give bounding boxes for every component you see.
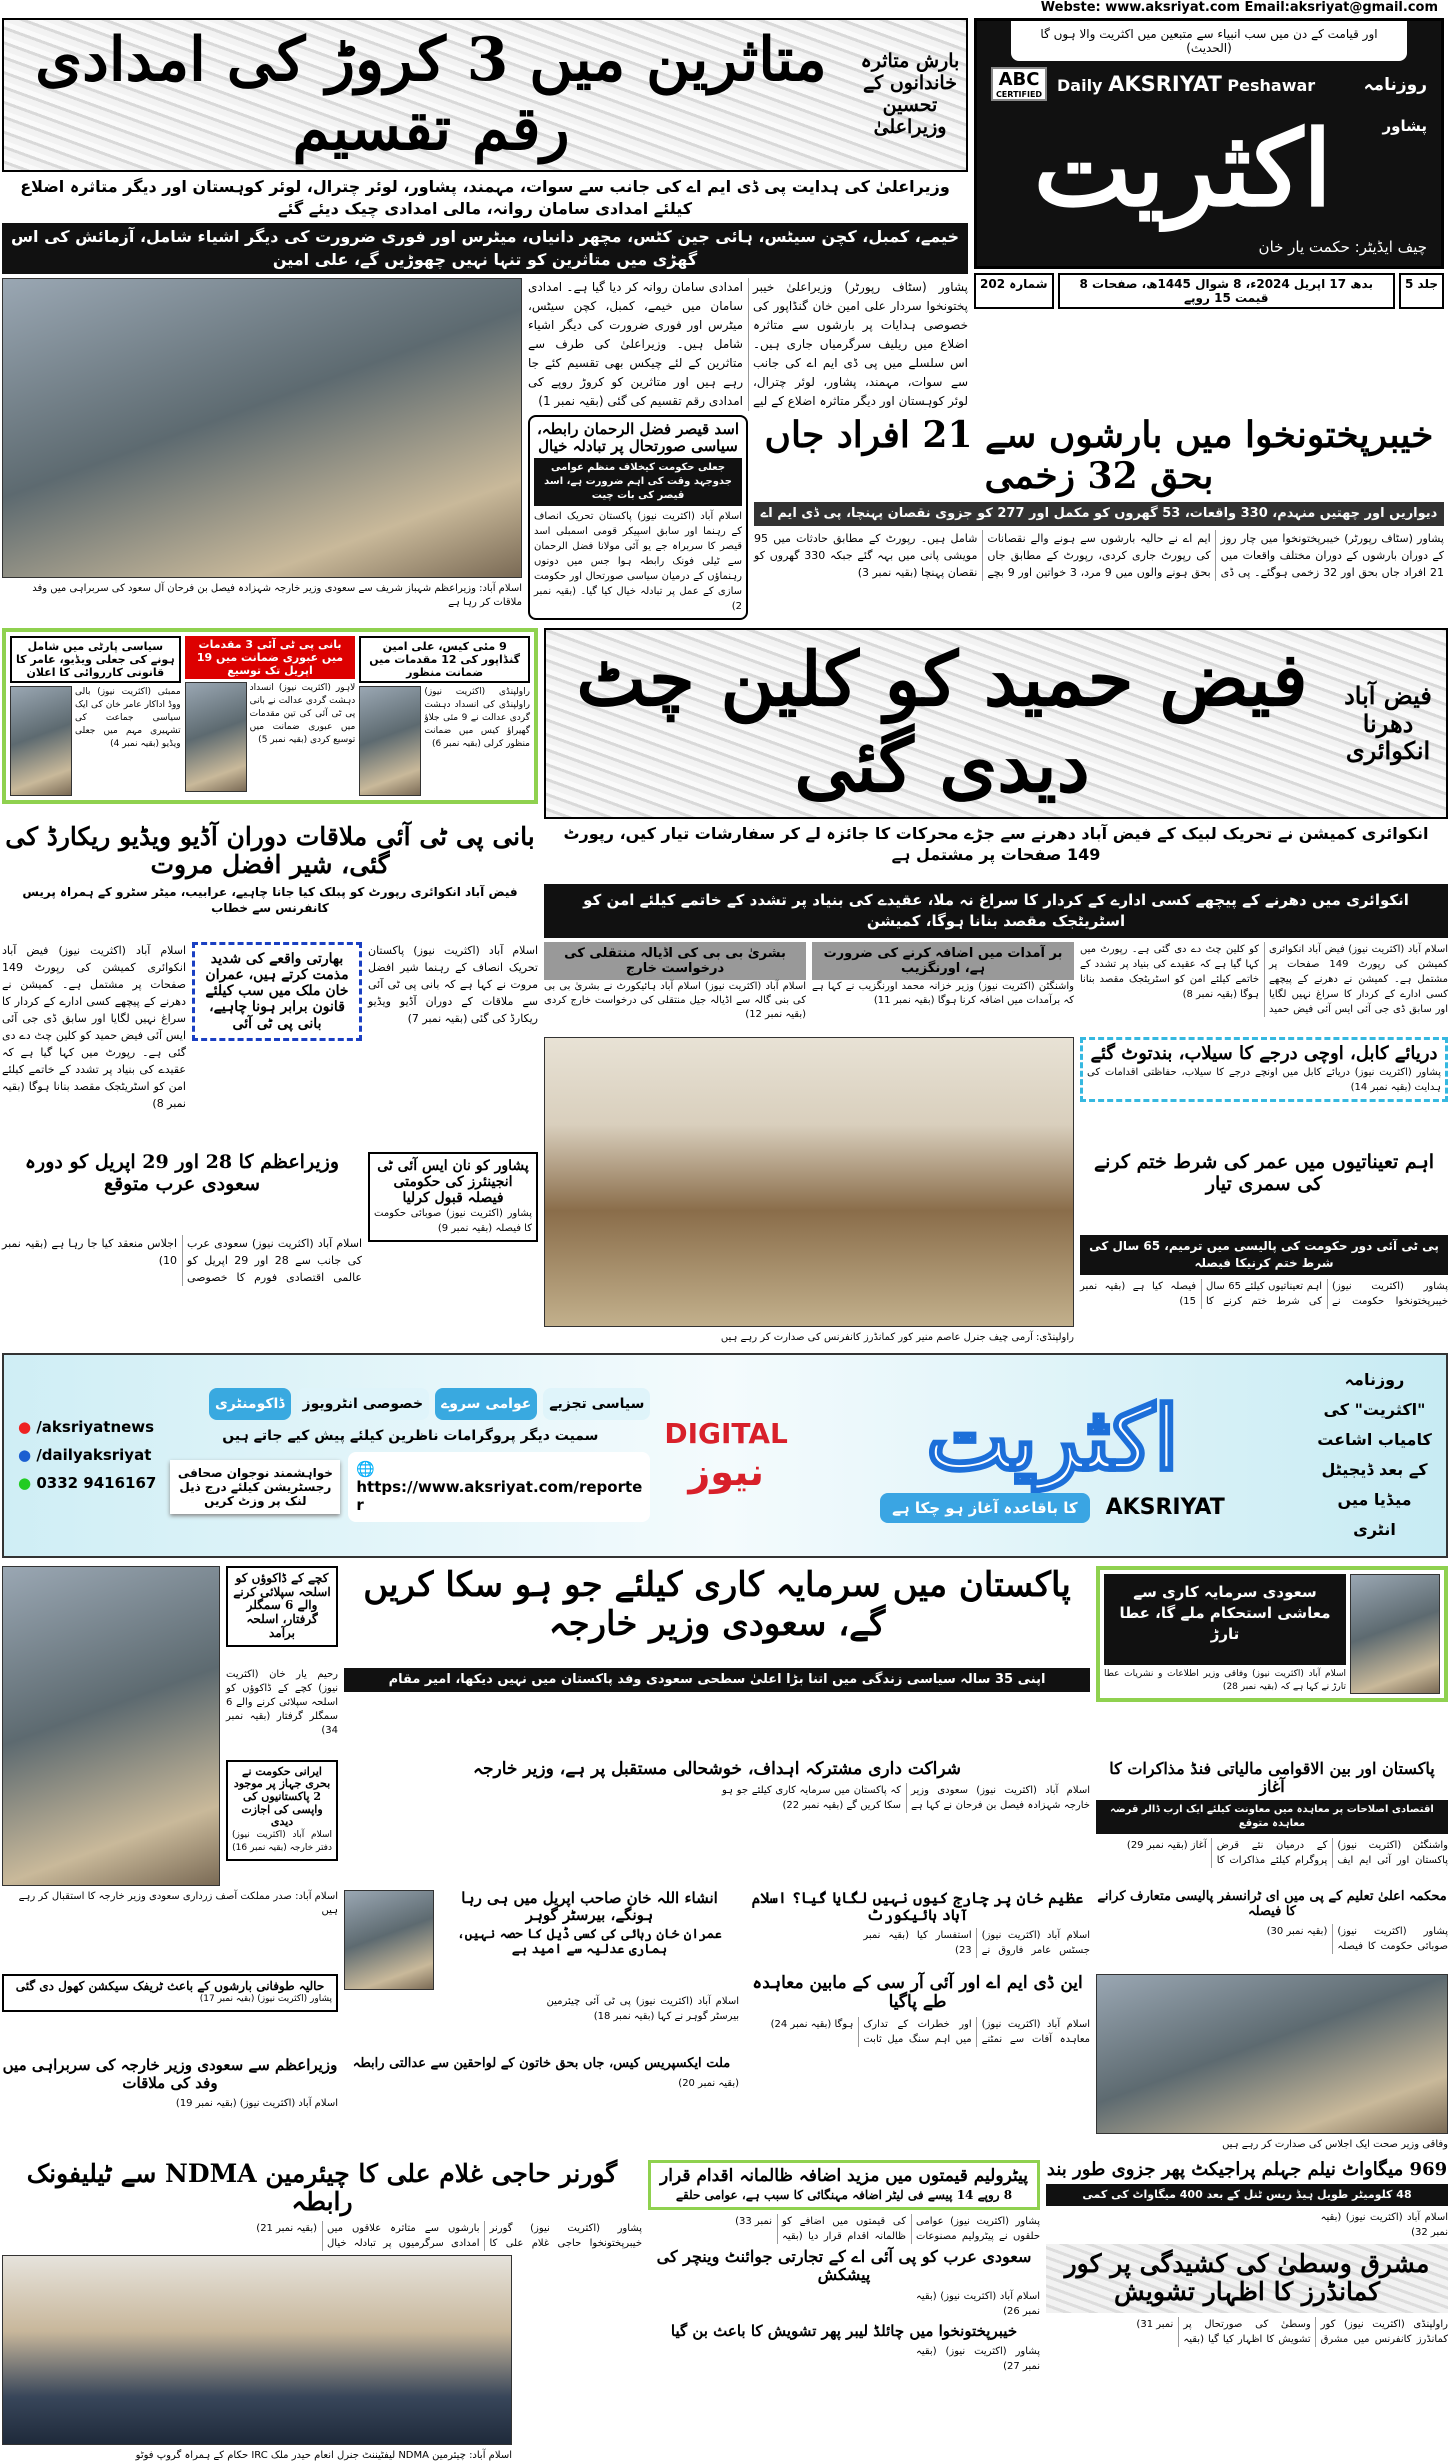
program-chips: سیاسی تجزیے عوامی سروے خصوصی انٹرویوز ڈاکومنٹری <box>170 1388 650 1420</box>
corps-commanders-photo <box>544 1037 1074 1327</box>
imf-headline: پاکستان اور بین الاقوامی مالیاتی فنڈ مذاکرات کا آغاز <box>1109 1758 1435 1796</box>
whatsapp-icon: ● <box>18 1474 32 1493</box>
ad-logo: اکثریت <box>926 1385 1179 1490</box>
edu-story <box>1096 1890 1448 1954</box>
army-photo-caption: راولپنڈی: آرمی چیف جنرل عاصم منیر کور کمانڈرز کانفرنس کی صدارت کر رہے ہیں <box>720 1331 1074 1343</box>
iran-story: ایرانی حکومت نے بحری جہاز پر موجود 2 پاکستانیوں کی واپسی کی اجازت دیدی اسلام آباد (اکثریت نیوز) دفتر خارجہ (بقیہ نمبر 16) <box>226 1760 338 1861</box>
age-story <box>1080 1235 1448 1309</box>
ndma-body: اسلام آباد (اکثریت نیوز) معاہدہ آفات سے نمٹنے اور خطرات کے تدارک میں اہم سنگ میل ثابت ہوگا (بقیہ نمبر 24) <box>770 2018 1090 2045</box>
petrol-column <box>648 2160 1040 2374</box>
army-photo-block <box>544 1037 1074 1345</box>
email-link[interactable]: Email:aksriyat@gmail.com <box>1244 0 1438 15</box>
lead-strap: خیمے، کمبل، کچن سیٹس، ہائی جین کٹس، مچھر دانیاں، میٹرس اور فوری ضرورت کی دیگر اشیاء شامل، آزمائش کی اس گھڑی میں متاثرین کو تنہا نہیں چھوڑیں گے، علی امین <box>2 223 968 274</box>
neelum-strap: 48 کلومیٹر طویل ہیڈ ریس ٹنل کے بعد 400 میگاواٹ کی کمی <box>1046 2184 1448 2205</box>
hadith: اور قیامت کے دن میں سب انبیاء سے متبعین میں اکثریت والا ہوں گا (الحدیث) <box>1011 21 1407 61</box>
launch-badge: کا باقاعدہ آغاز ہو چکا ہے <box>880 1493 1089 1523</box>
digital-news-ad <box>2 1353 1448 1558</box>
saudi2-body: اسلام آباد (اکثریت نیوز) (بقیہ نمبر 26) <box>916 2290 1040 2317</box>
meeting-photo-block <box>1096 1974 1448 2152</box>
age-body: پشاور (اکثریت نیوز) خیبرپختونخوا حکومت نے اہم تعیناتیوں کیلئے 65 سال کی شرط ختم کرنے کا فیصلہ کیا ہے (بقیہ نمبر 15) <box>1080 1281 1448 1308</box>
atta-story: سعودی سرمایہ کاری سے معاشی استحکام ملے گا، عطا تارڑ اسلام آباد (اکثریت نیوز) وفاقی وزیر اطلاعات و نشریات عطا تارڑ نے کہا ہے کہ (بقیہ نمبر 28) <box>1096 1566 1448 1702</box>
lead-photo-block <box>2 278 522 610</box>
saudi-sub: شراکت داری مشترکہ اہداف، خوشحالی مستقبل پر ہے، وزیر خارجہ <box>473 1758 961 1779</box>
ali-amin-photo <box>359 686 421 796</box>
marwat-headline: بانی پی ٹی آئی ملاقات دوران آڈیو ویڈیو ریکارڈ کی گئی، شیر افضل مروت <box>5 821 535 880</box>
photo-caption: اسلام آباد: وزیراعظم شہباز شریف سے سعودی وزیر خارجہ شہزادہ فیصل بن فرحان آل سعود کی سربراہی میں وفد ملاقات کر رہا ہے <box>32 582 522 608</box>
marwat-body: اسلام آباد (اکثریت نیوز) پاکستان تحریک انصاف کے رہنما شیر افضل مروت نے کہا ہے کہ بانی پی ٹی آئی سے ملاقات کے دوران آڈیو ویڈیو ریکارڈ کی گئی (بقیہ نمبر 7) <box>368 944 538 1026</box>
bushra-story: بشریٰ بی بی کی اڈیالہ منتقلی کی درخواست خارج اسلام آباد (اکثریت نیوز) اسلام آباد ہائیکورٹ نے بشریٰ بی بی کی بنی گالہ سے اڈیالہ جیل منتقلی کی درخواست خارج کردی (بقیہ نمبر 12) <box>544 942 806 1022</box>
faiz-subheadline: انکوائری کمیشن نے تحریک لبیک کے فیض آباد دھرنے سے جڑے محرکات کا جائزہ لے کر سفارشات تیار کیں، رپورٹ 149 صفحات پر مشتمل ہے <box>563 823 1429 865</box>
rain-story <box>754 415 1444 581</box>
programs-text: سمیت دیگر پروگرامات ناظرین کیلئے پیش کیے جاتے ہیں <box>222 1428 599 1445</box>
express-headline: ملت ایکسپریس کیس، جاں بحق خاتون کے لواحقین سے عدالتی رابطہ <box>352 2056 731 2072</box>
faiz-headline: فیض حمید کو کلین چٹ دیدی گئی <box>576 637 1308 809</box>
lead-headline-banner <box>2 18 968 172</box>
ihc-story <box>745 1890 1090 1959</box>
asad-headline: اسد قیصر فضل الرحمان رابطہ، سیاسی صورتحال پر تبادلہ خیال <box>536 419 740 456</box>
saudi-body: اسلام آباد (اکثریت نیوز) سعودی وزیر خارجہ شہزادہ فیصل بن فرحان نے کہا ہے کہ پاکستان میں سرمایہ کاری کیلئے جو ہو سکا کریں گے (بقیہ نمبر 22) <box>722 1785 1090 1812</box>
ghulam-headline: گورنر حاجی غلام علی کا چیئرمین NDMA سے ٹیلیفونک رابطہ <box>26 2158 618 2217</box>
fo-headline: وزیراعظم سے سعودی وزیر خارجہ کی سربراہی میں وفد کی ملاقات <box>2 2056 338 2092</box>
pm-saudi-meeting-photo <box>2 278 522 578</box>
chief-editor: چیف ایڈیٹر: حکمت یار خان <box>1258 237 1427 256</box>
short-stories-box <box>2 628 538 804</box>
city-label: پشاور <box>1382 117 1427 135</box>
youtube-link[interactable]: ● /aksriyatnews <box>18 1418 155 1437</box>
faiz-kicker: فیض آباد دھرنا انکوائری <box>1344 681 1432 766</box>
register-note: خواہشمند نوجوان صحافی رجسٹریشن کیلئے درج ذیل لنک پر وزٹ کریں <box>170 1460 340 1514</box>
abc-certified-badge: ABC CERTIFIED <box>991 67 1047 101</box>
digital-label: DIGITAL <box>664 1416 788 1450</box>
marwat-strap: فیض آباد انکوائری رپورٹ کو پبلک کیا جانا چاہیے، عرابیب، میٹر سٹرو کے ہمراہ پریس کانفرنس سے خطاب <box>22 885 518 916</box>
express-body: (بقیہ نمبر 20) <box>678 2078 739 2090</box>
ihc-headline: عظیم خان پر چارج کیوں نہیں لگایا گیا؟ اسلام آباد ہائیکورٹ <box>751 1888 1084 1925</box>
rain-strap: دیواریں اور چھتیں منہدم، 330 واقعات، 53 گھروں کو مکمل اور 277 کو جزوی نقصان پہنچا، پی ڈی ایم اے <box>754 502 1444 526</box>
edu-body: پشاور (اکثریت نیوز) صوبائی حکومت کا فیصلہ (بقیہ نمبر 30) <box>1266 1925 1448 1952</box>
weather-story: حالیہ طوفانی بارشوں کے باعث ٹریفک سیکشن کھول دی گئی پشاور (اکثریت نیوز) (بقیہ نمبر 17) <box>2 1974 338 2013</box>
saudi-fm-photo <box>2 1566 220 1886</box>
meeting-caption: وفاقی وزیر صحت ایک اجلاس کی صدارت کر رہے ہیں <box>1222 2138 1448 2150</box>
neelum-headline: 969 میگاواٹ نیلم جہلم پراجیکٹ پھر جزوی طور بند <box>1046 2158 1448 2180</box>
imran-khan-photo <box>185 682 247 792</box>
ndma-story <box>745 1974 1090 2047</box>
logo: اکثریت <box>1033 107 1332 230</box>
short-story: سیاسی پارٹی میں شامل ہونے کی جعلی ویڈیو، عامر کا قانونی کارروائی کا اعلان ممبئی (اکثریت نیوز) بالی ووڈ اداکار عامر خان کی ایک سیاسی جماعت کی تشہیری مہم میں جعلی ویڈیو (بقیہ نمبر 4) <box>10 636 181 796</box>
faiz-headline-banner <box>544 628 1448 818</box>
pm-saudi-visit-body: اسلام آباد (اکثریت نیوز) سعودی عرب کی جانب سے 28 اور 29 اپریل کو عالمی اقتصادی فورم کا خصوصی اجلاس منعقد کیا جا رہا ہے (بقیہ نمبر 10) <box>2 1237 362 1285</box>
social-links <box>18 1413 156 1497</box>
english-title: Daily AKSRIYAT Peshawar <box>1057 72 1316 96</box>
budget-story: بر آمدات میں اضافہ کرنے کی ضرورت ہے، اورنگزیب واشنگٹن (اکثریت نیوز) وزیر خزانہ محمد اورنگزیب نے کہا ہے کہ برآمدات میں اضافہ کرنا ہوگا (بقیہ نمبر 11) <box>812 942 1074 1008</box>
mideast-headline: مشرق وسطیٰ کی کشیدگی پر کور کمانڈرز کا اظہار تشویش <box>1046 2244 1448 2314</box>
imf-strap: اقتصادی اصلاحات پر معاہدہ میں معاونت کیلئے ایک ارب ڈالر قرضہ معاہدہ متوقع <box>1096 1800 1448 1834</box>
section-saudi <box>0 1566 1450 2152</box>
neelum-column <box>1046 2160 1448 2348</box>
reporter-link[interactable]: 🌐 https://www.aksriyat.com/reporter <box>348 1452 650 1522</box>
globe-icon: 🌐 <box>356 1460 376 1479</box>
dacoits-body: رحیم یار خان (اکثریت نیوز) کچے کے ڈاکوؤں کو اسلحہ سپلائی کرنے والے 6 سمگلر گرفتار (بقیہ نمبر 34) <box>226 1669 338 1737</box>
saudi-photo-caption: اسلام آباد: صدر مملکت آصف زرداری سعودی وزیر خارجہ کا استقبال کر رہے ہیں <box>18 1890 338 1916</box>
asad-body: اسلام آباد (اکثریت نیوز) پاکستان تحریک انصاف کے رہنما اور سابق اسپیکر قومی اسمبلی اسد قیصر کا سربراہ جے یو آئی مولانا فضل الرحمان سے ٹیلی فونک رابطہ ہوا جس میں دونوں رہنماؤں کے درمیان سیاسی صورتحال اور حکومت سازی کے عمل پر تبادلہ خیال کیا گیا۔ (بقیہ نمبر 2) <box>534 511 742 613</box>
kp-body: پشاور (اکثریت نیوز) (بقیہ نمبر 27) <box>916 2346 1040 2373</box>
facebook-link[interactable]: ● /dailyaksriyat <box>18 1446 152 1465</box>
ghulam-story <box>2 2160 642 2463</box>
lead-headline: متاثرین میں 3 کروڑ کی امدادی رقم تقسیم <box>35 25 827 164</box>
peshawar-story: پشاور کو نان ایس آئی ٹی انجینئرز کی حکومتی فیصلہ قبول کرلیا پشاور (اکثریت نیوز) صوبائی حکومت کا فیصلہ (بقیہ نمبر 9) <box>368 1152 538 1242</box>
age-strap: پی ٹی آئی دور حکومت کی پالیسی میں ترمیم، 65 سال کی شرط ختم کرنیکا فیصلہ <box>1080 1235 1448 1275</box>
edu-headline: محکمہ اعلیٰ تعلیم کے پی میں ای ٹرانسفر پالیسی متعارف کرانے کا فیصلہ <box>1097 1888 1447 1919</box>
dacoits-story: کچے کے ڈاکوؤں کو اسلحہ سپلائی کرنے والے 6 سمگلر گرفتار، اسلحہ برآمد <box>226 1566 338 1647</box>
asad-strap: جعلی حکومت کیخلاف منظم عوامی جدوجہد وقت کی اہم ضرورت ہے، اسد قیصر کی بات چیت <box>534 458 742 506</box>
facebook-icon: ● <box>18 1446 32 1465</box>
roznama-label: روزنامہ <box>1363 74 1427 95</box>
lead-body: پشاور (سٹاف رپورٹر) وزیراعلیٰ خیبر پختونخوا سردار علی امین خان گنڈاپور کی خصوصی ہدایات پر بارشوں سے متاثرہ اضلاع میں ریلیف سرگرمیاں جاری ہیں۔ اس سلسلے میں پی ڈی ایم اے کی جانب سے سوات، مہمند، پشاور، لوئر چترال، لوئر کوہستان اور دیگر متاثرہ اضلاع کے لیے امدادی سامان روانہ کر دیا گیا ہے۔ امدادی سامان میں خیمے، کمبل، کچن سیٹس، میٹرس اور فوری ضرورت کی دیگر اشیاء شامل ہیں۔ وزیراعلیٰ کی طرف سے متاثرین کے لئے چیکس بھی تقسیم کئے جا رہے ہیں اور متاثرین کو کروڑ روپے کی امدادی رقم تقسیم کی گئی (بقیہ نمبر 1) <box>528 279 968 408</box>
rain-body: پشاور (سٹاف رپورٹر) خیبرپختونخوا میں چار روز کے دوران بارشوں کے دوران مختلف واقعات میں 21 افراد جاں بحق اور 32 زخمی ہوگئے۔ پی ڈی ایم اے نے حالیہ بارشوں سے ہونے والے نقصانات کی رپورٹ جاری کردی، رپورٹ کے مطابق جاں بحق ہونے والوں میں 9 مرد، 3 خواتین اور 9 بچے شامل ہیں۔ رپورٹ کے مطابق حادثات میں 95 مویشی پانی میں بہہ گئے جبکہ 330 گھروں کو نقصان پہنچا (بقیہ نمبر 3) <box>754 531 1444 579</box>
section-bottom <box>0 2160 1450 2463</box>
neelum-body: اسلام آباد (اکثریت نیوز) (بقیہ نمبر 32) <box>1320 2211 1448 2238</box>
fo-story <box>2 2057 338 2111</box>
express-story <box>344 2057 739 2091</box>
imf-story <box>1096 1760 1448 1869</box>
fo-body: اسلام آباد (اکثریت نیوز) (بقیہ نمبر 19) <box>175 2097 338 2109</box>
saudi-strap: اپنی 35 سالہ سیاسی زندگی میں اتنا بڑا اعلیٰ سطحی سعودی وفد پاکستان میں نہیں دیکھا، امیر مقام <box>344 1668 1090 1692</box>
section-faiz <box>0 628 1450 1344</box>
barrister-gohar-photo <box>344 1890 434 1990</box>
mideast-body: راولپنڈی (اکثریت نیوز) کور کمانڈرز کانفرنس میں مشرق وسطیٰ کی صورتحال پر تشویش کا اظہار کیا گیا (بقیہ نمبر 31) <box>1136 2319 1448 2346</box>
age-headline: اہم تعیناتیوں میں عمر کی شرط ختم کرنے کی سمری تیار <box>1094 1150 1434 1195</box>
imf-body: واشنگٹن (اکثریت نیوز) پاکستان اور آئی ایم ایف کے درمیان نئے قرض پروگرام کیلئے مذاکرات کا آغاز (بقیہ نمبر 29) <box>1126 1840 1448 1867</box>
whatsapp-link[interactable]: ● 0332 9416167 <box>18 1474 157 1493</box>
saudi-story <box>344 1760 1090 1814</box>
lead-kicker: بارش متاثرہ خاندانوں کے تحسین وزیراعلیٰ <box>860 50 960 138</box>
rain-headline: خیبرپختونخوا میں بارشوں سے 21 افراد جاں بحق 32 زخمی <box>764 413 1434 498</box>
aksriyat-label: AKSRIYAT <box>1105 1495 1225 1521</box>
faiz-body-left: اسلام آباد (اکثریت نیوز) فیض آباد انکوائری کمیشن کی رپورٹ 149 صفحات پر مشتمل ہے۔ کمیشن نے دھرنے کے پیچھے کسی ادارے کے کردار کا سراغ نہیں لگایا اور سابق ڈی جی آئی ایس آئی فیض حمید کو کلین چٹ دے دی گئی ہے۔ رپورٹ میں کہا گیا ہے کہ عقیدے کی بنیاد پر تشدد کے خاتمے کیلئے امن کو اسٹریٹجک مقصد بنانا ہوگا (بقیہ نمبر 8) <box>2 944 186 1111</box>
aamir-khan-photo <box>10 686 72 796</box>
news-label: نیوز <box>688 1449 764 1494</box>
gohar-story: انشاء اللہ خان صاحب اپریل میں ہی رہا ہونگے، بیرسٹر گوہر عمران خان رہائی کی کسی ڈیل کا حصہ نہیں، ہماری عدلیہ سے امید ہے اسلام آباد (اکثریت نیوز) پی ٹی آئی چیئرمین بیرسٹر گوہر نے کہا (بقیہ نمبر 18) <box>344 1890 739 2024</box>
youtube-icon: ● <box>18 1418 32 1437</box>
saudi-headline: پاکستان میں سرمایہ کاری کیلئے جو ہو سکا کریں گے، سعودی وزیر خارجہ <box>363 1564 1071 1644</box>
ihc-body: اسلام آباد (اکثریت نیوز) جسٹس عامر فاروق نے استفسار کیا (بقیہ نمبر 23) <box>863 1930 1090 1957</box>
faiz-strap: انکوائری میں دھرنے کے پیچھے کسی ادارے کے کردار کا سراغ نہ ملا، عقیدے کی بنیاد پر تشدد کے خاتمے کیلئے امن کو اسٹریٹجک مقصد بنانا ہوگا، کمیشن <box>544 884 1448 938</box>
ndma-irc-group-photo <box>2 2255 512 2445</box>
masthead-block <box>974 18 1444 309</box>
contact-bar <box>0 0 1450 18</box>
ndma-headline: این ڈی ایم اے اور آئی آر سی کے مابین معاہدہ طے پاگیا <box>752 1972 1083 2013</box>
section-top <box>0 18 1450 620</box>
ghulam-body: پشاور (اکثریت نیوز) گورنر خیبرپختونخوا حاجی غلام علی کا بارشوں سے متاثرہ علاقوں میں امدادی سرگرمیوں پر تبادلہ خیال (بقیہ نمبر 21) <box>256 2223 642 2250</box>
imran-statement-box: بھارتی واقعے کی شدید مذمت کرتے ہیں، عمران خان ملک میں سب کیلئے قانون برابر ہونا چاہیے، بانی پی ٹی آئی <box>192 942 362 1040</box>
short-story: 9 مئی کیس، علی امین گنڈاپور کی 12 مقدمات میں ضمانت منظور راولپنڈی (اکثریت نیوز) راولپنڈی کی انسداد دہشت گردی عدالت نے 9 مئی جلاؤ گھیراؤ کیس میں ضمانت منظور کرلی (بقیہ نمبر 6) <box>359 636 530 796</box>
kp-headline: خیبرپختونخوا میں چائلڈ لیبر پھر تشویش کا باعث بن گیا <box>670 2321 1018 2340</box>
website-link[interactable]: Webste: www.aksriyat.com <box>1040 0 1241 15</box>
atta-tarar-photo <box>1350 1574 1440 1694</box>
pm-saudi-visit-headline: وزیراعظم کا 28 اور 29 اپریل کو دورہ سعودی عرب متوقع <box>24 1150 340 1195</box>
meeting-photo <box>1096 1974 1448 2134</box>
asad-qaiser-story <box>528 415 748 621</box>
petrol-story: پیٹرولیم قیمتوں میں مزید اضافہ ظالمانہ اقدام قرار 8 روپے 14 پیسے فی لیٹر اضافہ مہنگائی کا سبب ہے، عوامی حلقے <box>648 2160 1040 2210</box>
lead-subheadline: وزیراعلیٰ کی ہدایت پی ڈی ایم اے کی جانب سے سوات، مہمند، پشاور، لوئر چترال، لوئر کوہستان اور دیگر متاثرہ اضلاع کیلئے امدادی سامان روانہ، مالی امدادی چیک دیئے گئے <box>20 177 950 218</box>
petrol-body: پشاور (اکثریت نیوز) عوامی حلقوں نے پیٹرولیم مصنوعات کی قیمتوں میں اضافے کو ظالمانہ اقدام قرار دیا (بقیہ نمبر 33) <box>735 2216 1040 2242</box>
ad-side-text: روزنامہ "اکثریت" کی کامیاب اشاعت کے بعد ڈیجیٹل میڈیا میں انٹری <box>1317 1370 1432 1540</box>
river-story: دریائے کابل، اوچی درجے کا سیلاب، بندتوٹ گئے پشاور (اکثریت نیوز) دریائے کابل میں اونچے درجے کا سیلاب، حفاظتی اقدامات کی ہدایت (بقیہ نمبر 14) <box>1080 1037 1448 1102</box>
faiz-body: اسلام آباد (اکثریت نیوز) فیض آباد انکوائری کمیشن کی رپورٹ 149 صفحات پر مشتمل ہے۔ کمیشن نے دھرنے کے پیچھے کسی ادارے کے کردار کا سراغ نہیں لگایا اور سابق ڈی جی آئی ایس آئی فیض حمید کو کلین چٹ دے دی گئی ہے۔ رپورٹ میں کہا گیا ہے کہ عقیدے کی بنیاد پر تشدد کے خاتمے کیلئے امن کو اسٹریٹجک مقصد بنانا ہوگا (بقیہ نمبر 8) <box>1080 944 1449 1016</box>
dateline: جلد 5 بدھ 17 اپریل 2024ء، 8 شوال 1445ھ، صفحات 8 قیمت 15 روپے شمارہ 202 <box>974 273 1444 309</box>
masthead <box>974 18 1444 269</box>
group-photo-caption: اسلام آباد: چیئرمین NDMA لیفٹیننٹ جنرل انعام حیدر ملک IRC حکام کے ہمراہ گروپ فوٹو <box>135 2450 512 2462</box>
saudi2-headline: سعودی عرب کو پی آئی اے کے تجارتی جوائنٹ وینچر کی پیشکش <box>656 2247 1032 2285</box>
short-story: بانی پی ٹی آئی 3 مقدمات میں عبوری ضمانت میں 19 اپریل تک توسیع لاہور (اکثریت نیوز) انسداد دہشت گردی عدالت نے بانی پی ٹی آئی کی تین مقدمات میں عبوری ضمانت میں توسیع کردی (بقیہ نمبر 5) <box>185 636 356 796</box>
